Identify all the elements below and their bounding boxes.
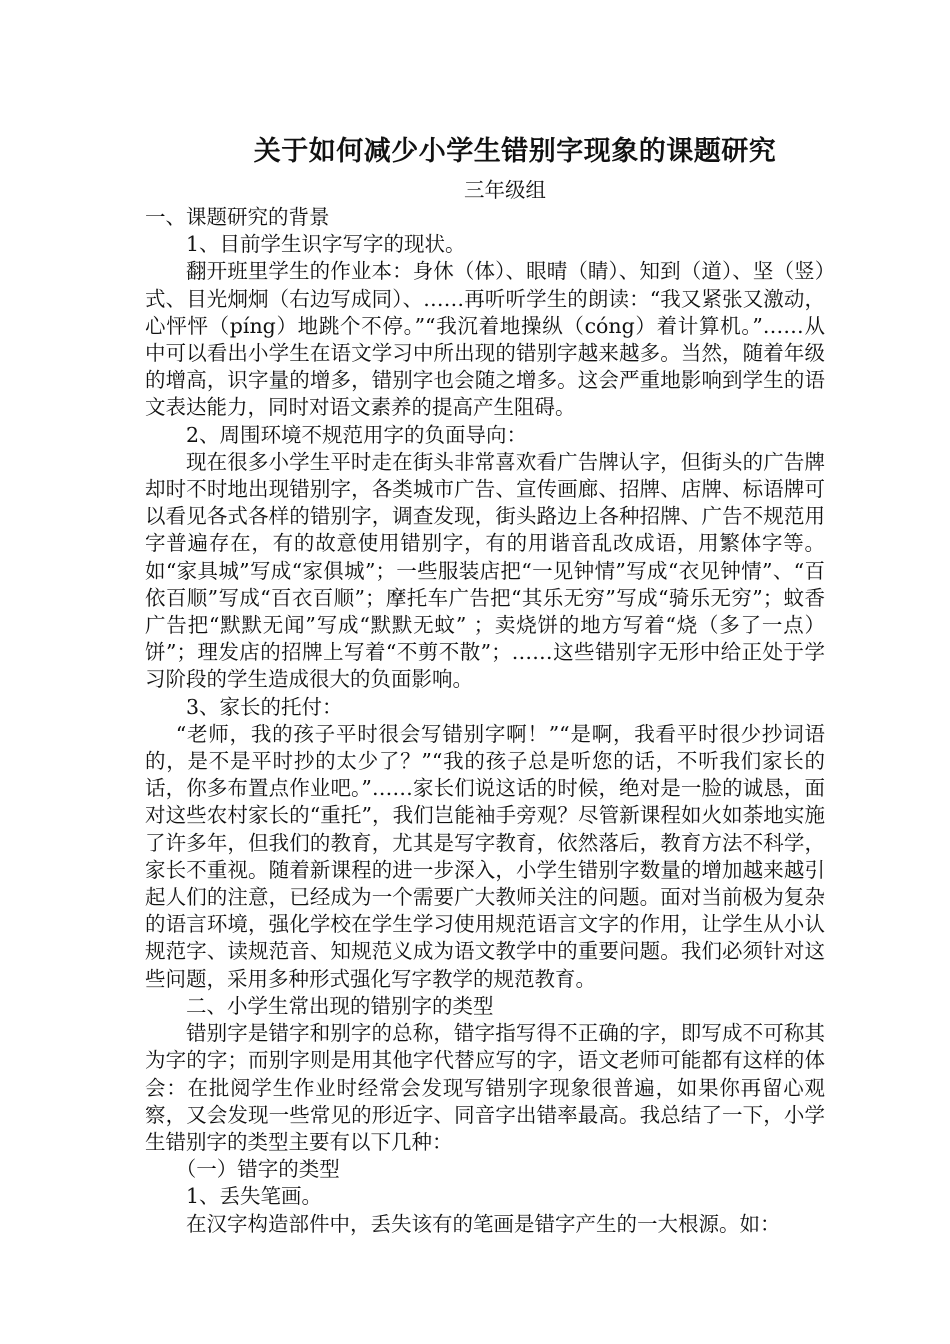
paragraph: “老师，我的孩子平时很会写错别字啊！”“是啊，我看平时很少抄词语的，是不是平时抄的太少了？”“我的孩子总是听您的话，不听我们家长的话，你多布置点作业吧。”……家长们说这话的时候，绝对是一脸的诚恳，面对这些农村家长的“重托”，我们岂能袖手旁观？尽管新课程如火如荼地实施了许多年，但我们的教育，尤其是写字教育，依然落后，教育方法不科学，家长不重视。随着新课程的进一步深入，小学生错别字数量的增加越来越引起人们的注意，已经成为一个需要广大教师关注的问题。面对当前极为复杂的语言环境，强化学校在学生学习使用规范语言文字的作用，让学生从小认规范字、读规范音、知规范义成为语文教学中的重要问题。我们必须针对这些问题，采用多种形式强化写字教学的规范教育。 xyxy=(145,721,825,991)
paragraph: 二、小学生常出现的错别字的类型 xyxy=(186,993,494,1018)
document-page xyxy=(145,130,825,1238)
document-body xyxy=(145,204,825,1238)
document-title: 关于如何减少小学生错别字现象的课题研究 xyxy=(253,136,777,167)
paragraph: （一）错字的类型 xyxy=(175,1157,340,1182)
paragraph: 1、丢失笔画。 xyxy=(186,1184,323,1209)
paragraph: 一、课题研究的背景 xyxy=(145,205,330,229)
paragraph: 1、目前学生识字写字的现状。 xyxy=(186,232,466,257)
document-subtitle: 三年级组 xyxy=(464,178,546,202)
paragraph: 2、周围环境不规范用字的负面导向： xyxy=(186,422,528,447)
paragraph: 3、家长的托付： xyxy=(186,694,343,719)
paragraph: 翻开班里学生的作业本：身休（体）、眼晴（睛）、知到（道）、坚（竖）式、目光炯炯（右边写成同）、……再听听学生的朗读：“我又紧张又激动，心怦怦（píng）地跳个不停。”“我沉着地操纵（cóng）着计算机。”……从中可以看出小学生在语文学习中所出现的错别字越来越多。当然，随着年级的增高，识字量的增多，错别字也会随之增多。这会严重地影响到学生的语文表达能力，同时对语文素养的提高产生阻碍。 xyxy=(145,259,825,420)
paragraph: 错别字是错字和别字的总称，错字指写得不正确的字，即写成不可称其为字的字；而别字则是用其他字代替应写的字，语文老师可能都有这样的体会：在批阅学生作业时经常会发现写错别字现象很普遍，如果你再留心观察，又会发现一些常见的形近字、同音字出错率最高。我总结了一下，小学生错别字的类型主要有以下几种： xyxy=(145,1021,825,1154)
paragraph: 在汉字构造部件中，丢失该有的笔画是错字产生的一大根源。如： xyxy=(186,1211,781,1236)
paragraph: 现在很多小学生平时走在街头非常喜欢看广告牌认字，但街头的广告牌却时不时地出现错别字，各类城市广告、宣传画廊、招牌、店牌、标语牌可以看见各式各样的错别字，调查发现，街头路边上各种招牌、广告不规范用字普遍存在，有的故意使用错别字，有的用谐音乱改成语，用繁体字等。如“家具城”写成“家俱城”；一些服装店把“一见钟情”写成“衣见钟情”、“百依百顺”写成“百衣百顺”；摩托车广告把“其乐无穷”写成“骑乐无穷”；蚊香广告把“默默无闻”写成“默默无蚊” ；卖烧饼的地方写着“烧（多了一点）饼”；理发店的招牌上写着“不剪不散”；……这些错别字无形中给正处于学习阶段的学生造成很大的负面影响。 xyxy=(145,449,825,692)
